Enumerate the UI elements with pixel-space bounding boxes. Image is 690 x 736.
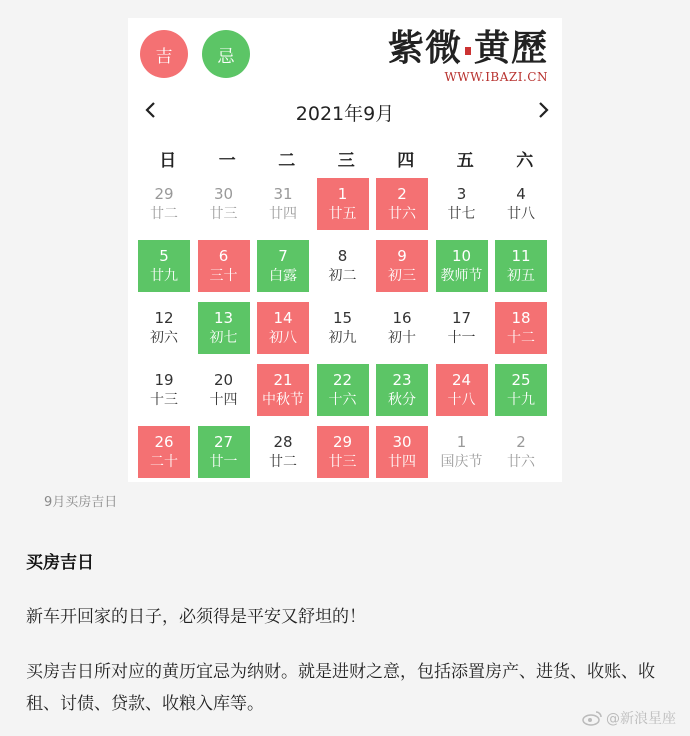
lunar-date: 廿五	[328, 206, 357, 222]
day-number: 29	[332, 433, 353, 451]
article-heading: 买房吉日	[26, 553, 94, 573]
day-number: 28	[273, 433, 293, 451]
weekday-wed: 三	[337, 151, 355, 171]
calendar-day[interactable]	[198, 240, 250, 292]
weekday-thu: 四	[397, 151, 415, 171]
calendar-day[interactable]	[257, 302, 309, 354]
day-number: 16	[392, 309, 412, 327]
lunar-date: 十六	[328, 392, 357, 408]
weekday-sun: 日	[159, 151, 177, 171]
month-title: 2021年9月	[295, 103, 395, 125]
day-number: 30	[213, 185, 234, 203]
calendar-day[interactable]	[495, 426, 547, 478]
lunar-date: 廿三	[328, 454, 357, 470]
weekday-header	[138, 146, 558, 170]
day-number: 3	[456, 185, 467, 203]
lunar-date: 初十	[388, 330, 416, 346]
day-number: 17	[451, 309, 472, 327]
lunar-date: 廿九	[150, 268, 178, 284]
lunar-date: 初五	[507, 268, 535, 284]
day-number: 4	[516, 185, 526, 203]
lunar-date: 十八	[447, 392, 476, 408]
calendar-day[interactable]	[495, 364, 547, 416]
lunar-date: 三十	[209, 268, 238, 284]
lunar-date: 初八	[269, 330, 297, 346]
month-bar	[128, 96, 562, 124]
day-number: 1	[337, 185, 348, 203]
day-number: 14	[273, 309, 293, 327]
day-number: 19	[154, 371, 174, 389]
calendar-grid	[138, 178, 547, 478]
calendar-day[interactable]	[138, 364, 190, 416]
lunar-date: 秋分	[388, 392, 416, 408]
calendar-day[interactable]	[317, 240, 369, 292]
lunar-date: 廿二	[150, 206, 178, 222]
logo-title-right: 黄歷	[473, 27, 548, 69]
lunar-date: 初六	[150, 330, 178, 346]
calendar-card	[128, 18, 562, 482]
logo-title-left: 紫微	[387, 27, 462, 69]
lunar-date: 廿一	[209, 454, 238, 470]
weekday-mon: 一	[218, 151, 236, 171]
calendar-day[interactable]	[376, 178, 428, 230]
day-number: 26	[154, 433, 174, 451]
calendar-day[interactable]	[495, 302, 547, 354]
day-number: 7	[278, 247, 288, 265]
day-number: 5	[159, 247, 169, 265]
calendar-day[interactable]	[376, 302, 428, 354]
day-number: 31	[273, 185, 293, 203]
article-paragraph-2: 买房吉日所对应的黄历宜忌为纳财。就是进财之意，包括添置房产、进货、收账、收租、讨债、贷款、收粮入库等。	[26, 662, 655, 714]
calendar-day[interactable]	[198, 178, 250, 230]
day-number: 6	[218, 247, 229, 265]
calendar-day[interactable]	[257, 426, 309, 478]
day-number: 11	[511, 247, 531, 265]
calendar-day[interactable]	[317, 364, 369, 416]
lunar-date: 十一	[447, 330, 476, 346]
day-number: 24	[451, 371, 472, 389]
calendar-day[interactable]	[376, 364, 428, 416]
lunar-date: 十三	[150, 392, 178, 408]
day-number: 30	[392, 433, 412, 451]
logo-url: WWW.IBAZI.CN	[444, 70, 548, 84]
day-number: 21	[273, 371, 293, 389]
calendar-day[interactable]	[495, 240, 547, 292]
calendar-day[interactable]	[257, 178, 309, 230]
weekday-tue: 二	[278, 151, 296, 171]
lunar-date: 初三	[388, 268, 416, 284]
lunar-date: 初七	[209, 330, 238, 346]
calendar-day[interactable]	[436, 364, 488, 416]
lunar-date: 中秋节	[262, 392, 304, 408]
calendar-day[interactable]	[495, 178, 547, 230]
next-month-button[interactable]	[532, 98, 556, 122]
image-caption: 9月买房吉日	[44, 495, 118, 510]
day-number: 23	[392, 371, 412, 389]
day-number: 2	[516, 433, 526, 451]
lunar-date: 教师节	[440, 268, 483, 284]
lunar-date: 廿四	[269, 206, 297, 222]
watermark-text: @新浪星座	[606, 711, 676, 727]
article-paragraph-1: 新车开回家的日子，必须得是平安又舒坦的！	[26, 607, 366, 627]
weibo-watermark	[582, 708, 676, 728]
lunar-date: 十四	[209, 392, 238, 408]
weibo-icon	[582, 710, 602, 726]
calendar-day[interactable]	[257, 364, 309, 416]
calendar-day[interactable]	[376, 426, 428, 478]
logo-seal-icon	[465, 47, 471, 55]
lunar-date: 廿八	[507, 206, 535, 222]
day-number: 13	[213, 309, 234, 327]
calendar-day[interactable]	[376, 240, 428, 292]
day-number: 29	[154, 185, 174, 203]
logo	[388, 28, 548, 84]
lunar-date: 二十	[150, 454, 178, 470]
day-number: 18	[511, 309, 531, 327]
calendar-day[interactable]	[257, 240, 309, 292]
calendar-day[interactable]	[317, 178, 369, 230]
lunar-date: 国庆节	[440, 454, 483, 470]
day-number: 25	[511, 371, 531, 389]
weekday-fri: 五	[456, 151, 474, 171]
calendar-day[interactable]	[436, 426, 488, 478]
day-number: 12	[154, 309, 174, 327]
lunar-date: 廿七	[447, 206, 476, 222]
day-number: 15	[332, 309, 353, 327]
chevron-right-icon	[538, 101, 550, 119]
lunar-date: 廿二	[269, 454, 297, 470]
lunar-date: 初二	[328, 268, 357, 284]
day-number: 20	[213, 371, 234, 389]
calendar-day[interactable]	[436, 302, 488, 354]
calendar-day[interactable]	[317, 426, 369, 478]
calendar-day[interactable]	[138, 302, 190, 354]
lunar-date: 廿四	[388, 454, 416, 470]
logo-title	[388, 28, 548, 68]
day-number: 27	[213, 433, 234, 451]
day-number: 2	[397, 185, 407, 203]
lunar-date: 十二	[507, 330, 535, 346]
calendar-day[interactable]	[436, 178, 488, 230]
calendar-day[interactable]	[436, 240, 488, 292]
day-number: 10	[451, 247, 472, 265]
calendar-day[interactable]	[198, 364, 250, 416]
day-number: 22	[332, 371, 353, 389]
lunar-date: 廿六	[388, 206, 416, 222]
calendar-day[interactable]	[138, 178, 190, 230]
day-number: 1	[456, 433, 467, 451]
calendar-day[interactable]	[138, 426, 190, 478]
calendar-day[interactable]	[317, 302, 369, 354]
lunar-date: 廿六	[507, 454, 535, 470]
lunar-date: 初九	[328, 330, 357, 346]
day-number: 9	[397, 247, 407, 265]
day-number: 8	[337, 247, 348, 265]
calendar-day[interactable]	[198, 426, 250, 478]
inauspicious-badge[interactable]: 忌	[202, 30, 250, 78]
calendar-day[interactable]	[138, 240, 190, 292]
lunar-date: 白露	[269, 268, 297, 284]
weekday-sat: 六	[516, 151, 534, 171]
lunar-date: 廿三	[209, 206, 238, 222]
lunar-date: 十九	[507, 392, 535, 408]
auspicious-badge[interactable]: 吉	[140, 30, 188, 78]
calendar-day[interactable]	[198, 302, 250, 354]
